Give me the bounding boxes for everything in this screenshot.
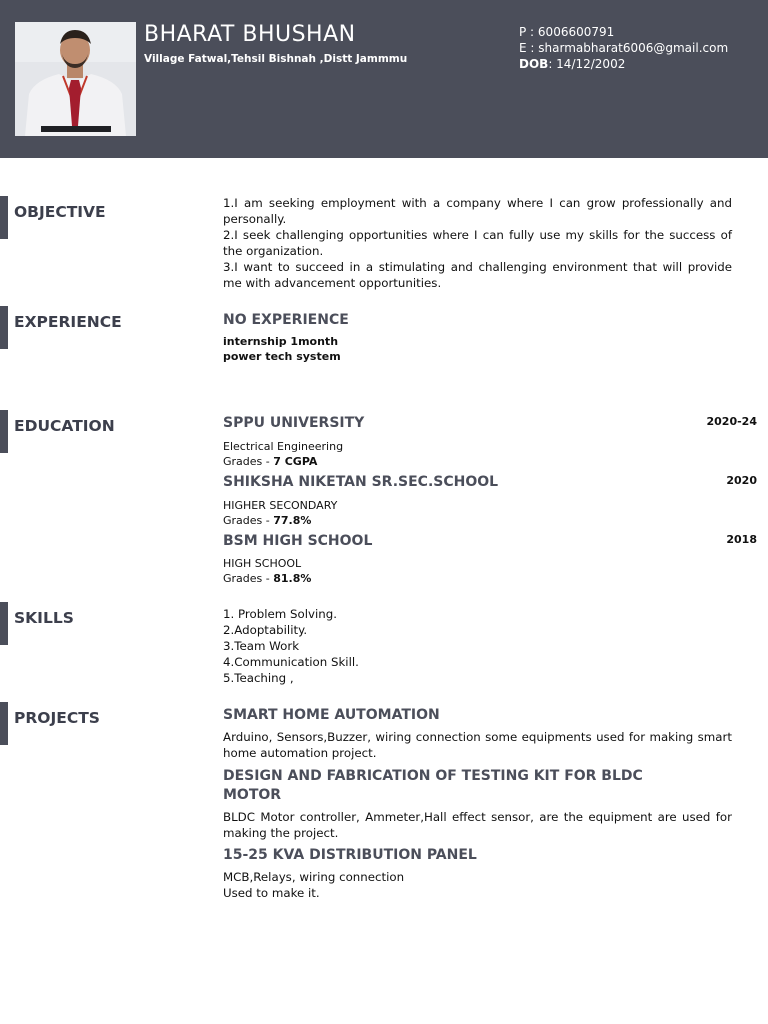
degree-text: HIGH SCHOOL bbox=[223, 557, 302, 570]
grades-value: 77.8% bbox=[273, 514, 312, 527]
experience-details bbox=[223, 334, 341, 364]
candidate-address: Village Fatwal,Tehsil Bishnah ,Distt Jammmu bbox=[144, 53, 408, 65]
grades-line bbox=[223, 513, 337, 528]
section-marker bbox=[0, 702, 8, 745]
grades-line bbox=[223, 571, 311, 586]
resume-header bbox=[0, 0, 768, 158]
section-marker bbox=[0, 196, 8, 239]
project-description-line: Used to make it. bbox=[223, 886, 320, 900]
dob-line bbox=[519, 56, 728, 72]
phone-label: P : bbox=[519, 25, 535, 39]
skills-list bbox=[223, 606, 732, 686]
contact-block bbox=[519, 24, 728, 72]
grades-value: 7 CGPA bbox=[273, 455, 318, 468]
school-name: SPPU UNIVERSITY bbox=[223, 415, 365, 431]
project-title: SMART HOME AUTOMATION bbox=[223, 707, 440, 723]
project-title-block bbox=[223, 767, 643, 805]
objective-line: 1.I am seeking employment with a company where I can grow professionally and personally. bbox=[223, 196, 732, 226]
project-title: 15-25 KVA DISTRIBUTION PANEL bbox=[223, 847, 477, 863]
skill-item: 1. Problem Solving. bbox=[223, 607, 337, 621]
experience-heading: NO EXPERIENCE bbox=[223, 312, 349, 328]
grades-label: Grades - bbox=[223, 514, 274, 527]
skill-item: 3.Team Work bbox=[223, 639, 300, 653]
phone-number: 6006600791 bbox=[537, 25, 615, 39]
objective-line: 2.I seek challenging opportunities where I can fully use my skills for the success of the organization. bbox=[223, 228, 732, 258]
dob-label: DOB bbox=[519, 57, 549, 71]
education-detail bbox=[223, 439, 343, 469]
education-year: 2020 bbox=[726, 474, 757, 487]
person-photo-icon bbox=[15, 22, 136, 136]
school-name: BSM HIGH SCHOOL bbox=[223, 533, 373, 549]
project-description: BLDC Motor controller, Ammeter,Hall effect sensor, are the equipment are used for making the project. bbox=[223, 810, 732, 840]
skills-title: SKILLS bbox=[14, 609, 74, 627]
email-label: E : bbox=[519, 41, 535, 55]
section-marker bbox=[0, 602, 8, 645]
skill-item: 5.Teaching , bbox=[223, 671, 294, 685]
experience-line: power tech system bbox=[223, 350, 341, 363]
education-detail bbox=[223, 498, 337, 528]
grades-line bbox=[223, 454, 343, 469]
profile-photo bbox=[15, 22, 136, 136]
project-description bbox=[223, 869, 732, 901]
skill-item: 2.Adoptability. bbox=[223, 623, 308, 637]
skill-item: 4.Communication Skill. bbox=[223, 655, 359, 669]
objective-text bbox=[223, 195, 732, 291]
school-name: SHIKSHA NIKETAN SR.SEC.SCHOOL bbox=[223, 474, 499, 490]
phone-line bbox=[519, 24, 728, 40]
email-address: sharmabharat6006@gmail.com bbox=[538, 41, 729, 55]
education-year: 2018 bbox=[726, 533, 757, 546]
projects-title: PROJECTS bbox=[14, 709, 100, 727]
grades-value: 81.8% bbox=[273, 572, 312, 585]
objective-line: 3.I want to succeed in a stimulating and challenging environment that will provide me with advancement opportunities. bbox=[223, 260, 732, 290]
degree-text: Electrical Engineering bbox=[223, 440, 344, 453]
grades-label: Grades - bbox=[223, 455, 274, 468]
dob-value: : 14/12/2002 bbox=[548, 57, 626, 71]
candidate-name: BHARAT BHUSHAN bbox=[144, 22, 356, 47]
objective-title: OBJECTIVE bbox=[14, 203, 106, 221]
project-description: Arduino, Sensors,Buzzer, wiring connection some equipments used for making smart home automation project. bbox=[223, 730, 732, 760]
education-title: EDUCATION bbox=[14, 417, 115, 435]
education-year: 2020-24 bbox=[706, 415, 757, 428]
section-marker bbox=[0, 410, 8, 453]
grades-label: Grades - bbox=[223, 572, 274, 585]
education-detail bbox=[223, 556, 311, 586]
experience-line: internship 1month bbox=[223, 335, 339, 348]
experience-title: EXPERIENCE bbox=[14, 313, 122, 331]
email-line bbox=[519, 40, 728, 56]
section-marker bbox=[0, 306, 8, 349]
project-title-continued: MOTOR bbox=[223, 787, 282, 803]
degree-text: HIGHER SECONDARY bbox=[223, 499, 338, 512]
project-title: DESIGN AND FABRICATION OF TESTING KIT FOR BLDC bbox=[223, 768, 643, 784]
project-description-line: MCB,Relays, wiring connection bbox=[223, 870, 405, 884]
